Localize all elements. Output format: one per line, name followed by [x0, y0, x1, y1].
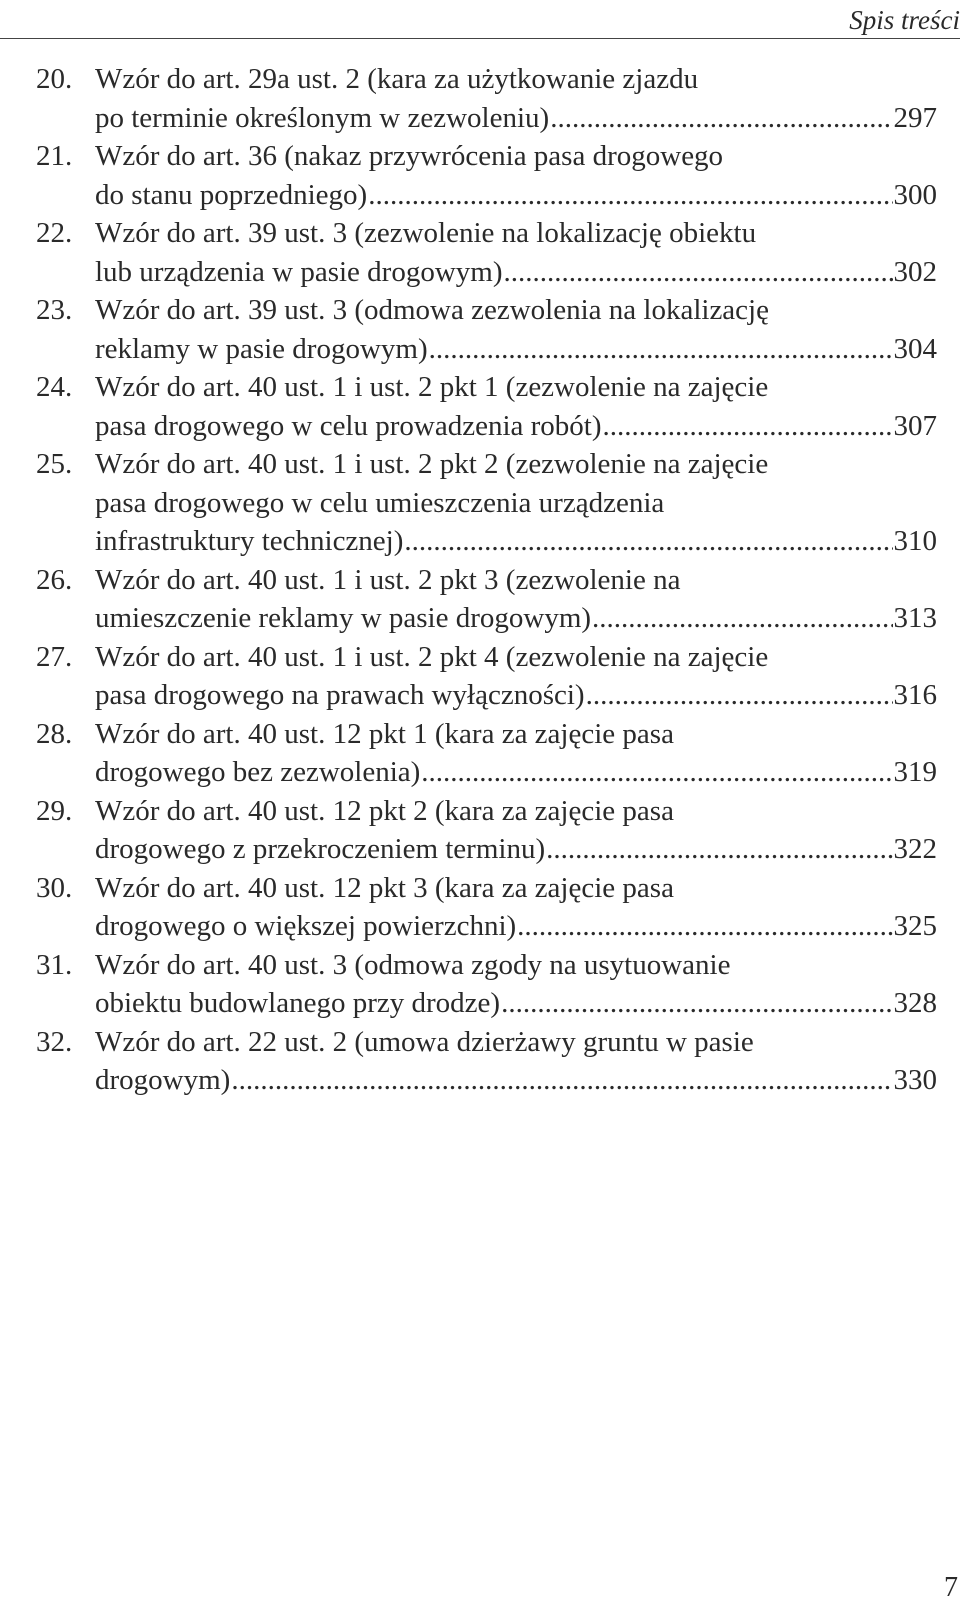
- toc-entry-last-line: [95, 676, 937, 715]
- toc-entry-title-line: Wzór do art. 40 ust. 12 pkt 3 (kara za zajęcie pasa: [95, 871, 674, 904]
- table-of-contents: [0, 60, 960, 1100]
- dot-leader: [586, 676, 893, 715]
- toc-entry-number: 22.: [36, 217, 73, 249]
- toc-entry-title-line: Wzór do art. 40 ust. 1 i ust. 2 pkt 3 (zezwolenie na: [95, 563, 681, 596]
- toc-entry-title: [95, 291, 937, 368]
- toc-entry-page: 325: [893, 910, 937, 942]
- toc-entry[interactable]: [0, 946, 960, 1023]
- dot-leader: [421, 753, 892, 792]
- running-title: Spis treści: [849, 5, 960, 35]
- toc-entry-title-line: po terminie określonym w zezwoleniu): [95, 101, 550, 134]
- toc-entry-title: [95, 869, 937, 946]
- toc-entry-title-line: Wzór do art. 40 ust. 1 i ust. 2 pkt 1 (zezwolenie na zajęcie: [95, 371, 769, 403]
- toc-entry-last-line: [95, 907, 937, 946]
- toc-entry[interactable]: [0, 792, 960, 869]
- toc-entry-page: 297: [893, 101, 937, 134]
- toc-entry-number: 32.: [36, 1025, 73, 1058]
- dot-leader: [603, 407, 893, 446]
- toc-entry-last-line: [95, 830, 937, 869]
- toc-entry-title-line: Wzór do art. 40 ust. 12 pkt 1 (kara za zajęcie pasa: [95, 717, 674, 750]
- toc-entry-number: 30.: [36, 871, 73, 904]
- toc-entry-title-line: lub urządzenia w pasie drogowym): [95, 255, 503, 288]
- toc-entry-title-line: drogowym): [95, 1064, 231, 1096]
- toc-entry[interactable]: [0, 60, 960, 137]
- dot-leader: [501, 984, 892, 1023]
- toc-entry-title-line: drogowego o większej powierzchni): [95, 910, 517, 942]
- toc-entry-last-line: [95, 407, 937, 446]
- dot-leader: [429, 330, 893, 369]
- toc-entry[interactable]: [0, 638, 960, 715]
- dot-leader: [503, 253, 892, 292]
- toc-entry-last-line: [95, 599, 937, 638]
- dot-leader: [546, 830, 892, 869]
- toc-entry-title-line: Wzór do art. 22 ust. 2 (umowa dzierżawy gruntu w pasie: [95, 1025, 754, 1058]
- toc-entry-title-line: pasa drogowego na prawach wyłączności): [95, 679, 585, 711]
- toc-entry-title-line: Wzór do art. 40 ust. 3 (odmowa zgody na usytuowanie: [95, 948, 731, 981]
- dot-leader: [592, 599, 892, 638]
- toc-entry-last-line: [95, 984, 937, 1023]
- toc-entry-last-line: [95, 253, 937, 292]
- toc-entry-last-line: [95, 522, 937, 561]
- toc-entry-title: [95, 715, 937, 792]
- toc-entry-title: [95, 792, 937, 869]
- toc-entry[interactable]: [0, 445, 960, 561]
- toc-entry-number: 24.: [36, 371, 73, 403]
- toc-entry-title-line: pasa drogowego w celu umieszczenia urządzenia: [95, 486, 665, 519]
- toc-entry-title: [95, 445, 937, 561]
- toc-entry-title-line: Wzór do art. 40 ust. 12 pkt 2 (kara za zajęcie pasa: [95, 794, 674, 827]
- toc-entry[interactable]: [0, 214, 960, 291]
- dot-leader: [404, 522, 892, 561]
- toc-entry-number: 25.: [36, 448, 73, 480]
- toc-entry-title: [95, 1023, 937, 1100]
- toc-entry-title: [95, 214, 937, 291]
- dot-leader: [550, 99, 892, 138]
- toc-entry-number: 29.: [36, 794, 73, 827]
- toc-entry-title-line: Wzór do art. 40 ust. 1 i ust. 2 pkt 2 (zezwolenie na zajęcie: [95, 448, 769, 480]
- toc-entry-title-line: drogowego z przekroczeniem terminu): [95, 833, 546, 865]
- toc-entry-number: 20.: [36, 63, 73, 95]
- dot-leader: [517, 907, 892, 946]
- toc-entry-number: 27.: [36, 640, 73, 673]
- toc-entry-number: 23.: [36, 294, 73, 326]
- toc-entry-title-line: Wzór do art. 40 ust. 1 i ust. 2 pkt 4 (zezwolenie na zajęcie: [95, 640, 769, 673]
- toc-entry[interactable]: [0, 1023, 960, 1100]
- toc-entry-page: 300: [893, 178, 937, 211]
- header-rule: [0, 38, 960, 39]
- toc-entry-last-line: [95, 99, 937, 138]
- dot-leader: [368, 176, 892, 215]
- toc-entry-title-line: infrastruktury technicznej): [95, 525, 404, 557]
- toc-entry-page: 313: [893, 602, 937, 634]
- toc-entry-page: 330: [893, 1064, 937, 1096]
- toc-entry-page: 316: [893, 679, 937, 711]
- toc-entry-title-line: umieszczenie reklamy w pasie drogowym): [95, 602, 592, 634]
- dot-leader: [231, 1061, 892, 1100]
- toc-entry-title: [95, 561, 937, 638]
- toc-entry[interactable]: [0, 715, 960, 792]
- toc-entry-title: [95, 137, 937, 214]
- toc-entry-number: 28.: [36, 717, 73, 750]
- toc-entry[interactable]: [0, 561, 960, 638]
- toc-entry-title: [95, 368, 937, 445]
- toc-entry-title-line: Wzór do art. 36 (nakaz przywrócenia pasa drogowego: [95, 140, 724, 172]
- toc-entry-title: [95, 638, 937, 715]
- toc-entry-page: 319: [893, 756, 937, 788]
- toc-entry-number: 21.: [36, 140, 73, 172]
- toc-entry-last-line: [95, 176, 937, 215]
- toc-entry-page: 307: [893, 409, 937, 442]
- toc-entry-title-line: pasa drogowego w celu prowadzenia robót): [95, 409, 602, 442]
- toc-entry-last-line: [95, 330, 937, 369]
- toc-entry-page: 328: [893, 987, 937, 1019]
- toc-entry-title-line: drogowego bez zezwolenia): [95, 756, 421, 788]
- toc-entry-title-line: Wzór do art. 39 ust. 3 (odmowa zezwolenia na lokalizację: [95, 294, 769, 326]
- toc-entry-last-line: [95, 1061, 937, 1100]
- toc-entry-title-line: Wzór do art. 29a ust. 2 (kara za użytkowanie zjazdu: [95, 63, 699, 95]
- toc-entry-title: [95, 60, 937, 137]
- toc-entry-title-line: reklamy w pasie drogowym): [95, 332, 428, 365]
- toc-entry-last-line: [95, 753, 937, 792]
- toc-entry-title-line: do stanu poprzedniego): [95, 178, 368, 211]
- toc-entry-title-line: Wzór do art. 39 ust. 3 (zezwolenie na lokalizację obiektu: [95, 217, 757, 249]
- toc-entry-number: 31.: [36, 948, 73, 981]
- toc-entry-title: [95, 946, 937, 1023]
- toc-entry[interactable]: [0, 291, 960, 368]
- toc-entry-page: 310: [893, 525, 937, 557]
- toc-entry[interactable]: [0, 869, 960, 946]
- toc-entry[interactable]: [0, 137, 960, 214]
- page-number: 7: [944, 1572, 958, 1603]
- toc-entry-number: 26.: [36, 563, 73, 596]
- toc-entry-title-line: obiektu budowlanego przy drodze): [95, 987, 501, 1019]
- toc-entry-page: 304: [893, 332, 937, 365]
- toc-entry[interactable]: [0, 368, 960, 445]
- toc-entry-page: 322: [893, 833, 937, 865]
- toc-entry-page: 302: [893, 255, 937, 288]
